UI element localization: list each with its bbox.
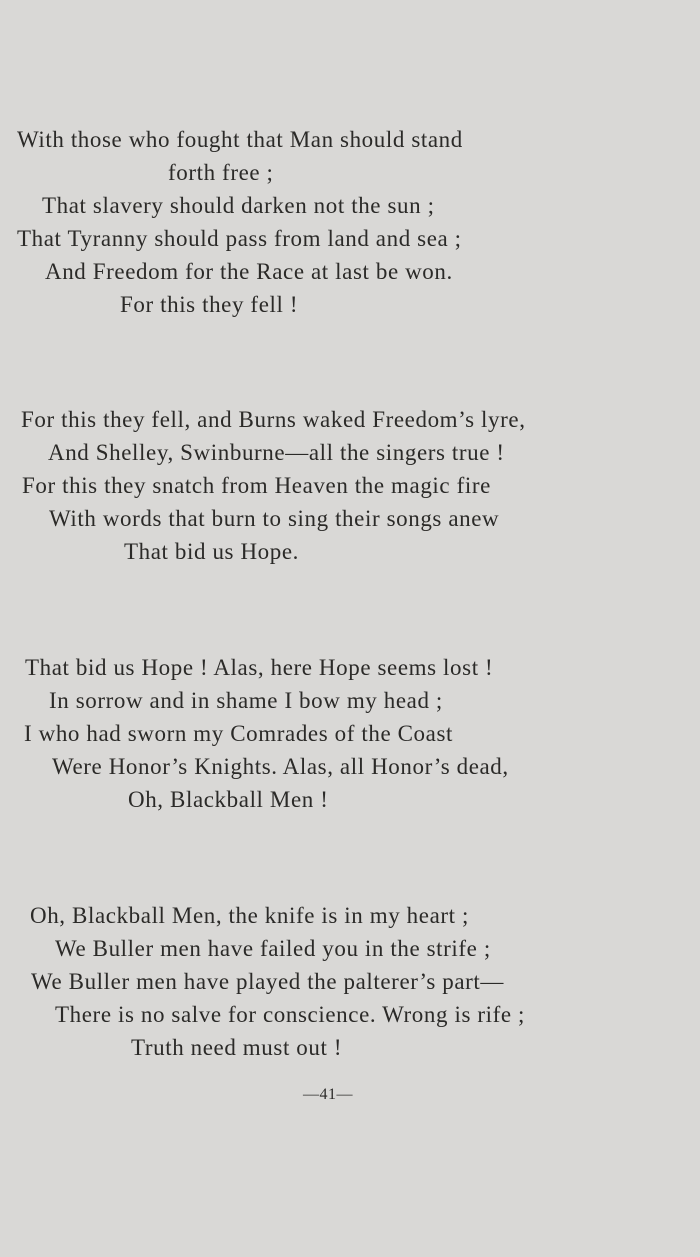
poem-line: I who had sworn my Comrades of the Coast (24, 721, 453, 746)
poem-line: And Shelley, Swinburne—all the singers true ! (48, 440, 505, 465)
poem-line: Truth need must out ! (131, 1035, 343, 1060)
poem-line: forth free ; (168, 160, 274, 185)
page-number: —41— (303, 1086, 353, 1103)
poem-line: That slavery should darken not the sun ; (42, 193, 435, 218)
poem-line: There is no salve for conscience. Wrong is rife ; (55, 1002, 526, 1027)
poem-line: Were Honor’s Knights. Alas, all Honor’s dead, (52, 754, 509, 779)
poem-line: That Tyranny should pass from land and sea ; (17, 226, 462, 251)
poem-line: Oh, Blackball Men, the knife is in my heart ; (30, 903, 469, 928)
poem-line: For this they snatch from Heaven the magic fire (22, 473, 491, 498)
poem-line: For this they fell, and Burns waked Freedom’s lyre, (21, 407, 526, 432)
poem-line: We Buller men have played the palterer’s part— (31, 969, 505, 994)
poem-line: And Freedom for the Race at last be won. (45, 259, 453, 284)
poem-line: With those who fought that Man should stand (17, 127, 463, 152)
poem-line: Oh, Blackball Men ! (128, 787, 329, 812)
poem-line: For this they fell ! (120, 292, 299, 317)
poem-line: In sorrow and in shame I bow my head ; (49, 688, 443, 713)
poem-line: That bid us Hope. (124, 539, 300, 564)
poem-line: We Buller men have failed you in the strife ; (55, 936, 491, 961)
poem-line: With words that burn to sing their songs anew (49, 506, 500, 531)
poem-line: That bid us Hope ! Alas, here Hope seems lost ! (25, 655, 494, 680)
